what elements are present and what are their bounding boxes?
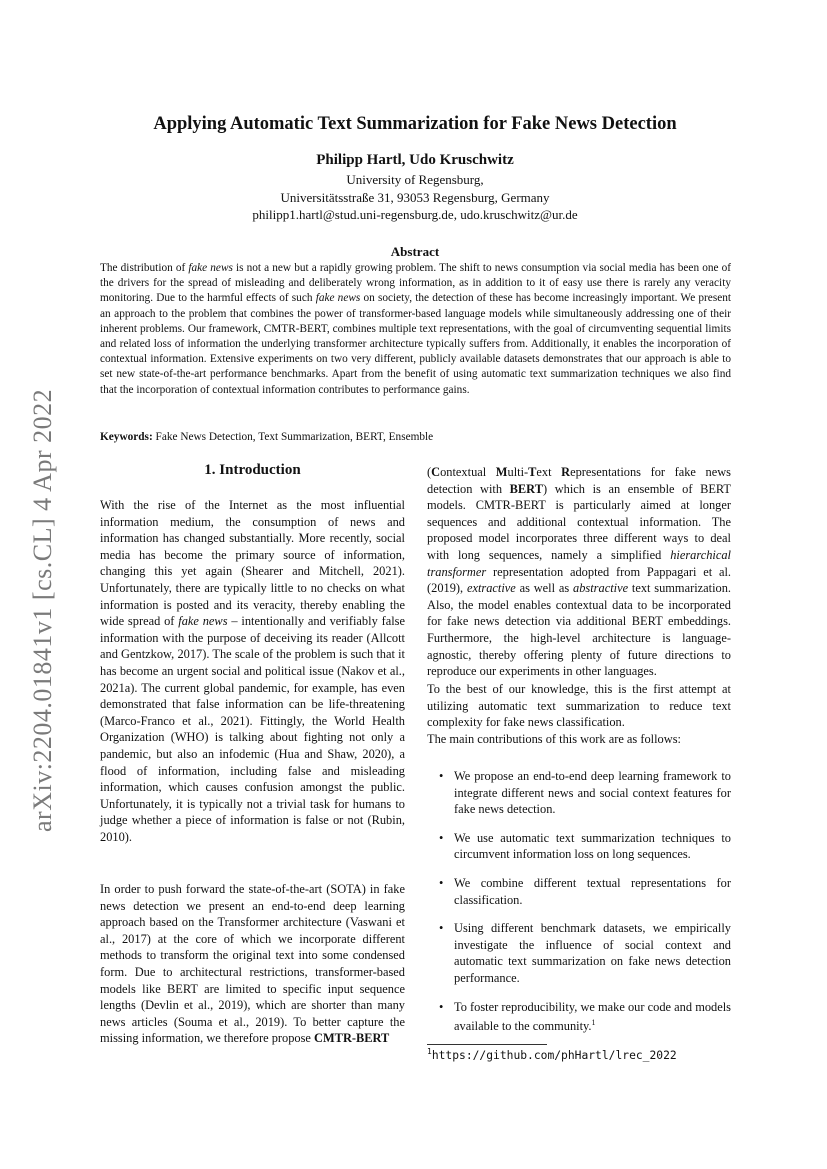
intro-paragraph-3: (Contextual Multi-Text Representations for fake news detection with BERT) which is an ensemble of BERT models. CMTR-BERT is particularly aimed at longer sequences and additional contextual information. The proposed model incorporates three different ways to deal with long sequences, namely a simplified hierarchical transformer representation adopted from Pappagari et al. (2019), extractive as well as abstractive text summarization. Also, the model enables contextual data to be incorporated for fake news detection via additional BERT embeddings. Furthermore, the high-level architecture is language-agnostic, thereby offering plenty of future directions to reproduce our experiments in other languages. (427, 465, 732, 679)
abstract-heading: Abstract (390, 244, 440, 259)
keywords (100, 430, 731, 445)
affiliation-university: University of Regensburg, (346, 172, 484, 187)
affiliation-address: Universitätsstraße 31, 93053 Regensburg, Germany (280, 189, 550, 205)
paper-authors: Philipp Hartl, Udo Kruschwitz (316, 152, 514, 168)
footnote-divider (427, 1044, 547, 1045)
intro-paragraph-1: With the rise of the Internet as the most influential information medium, the consumption of news and information has changed substantially. More recently, social media has become the primary source of information, changing this yet again (Shearer and Mitchell, 2021). Unfortunately, there are typically little to no checks on what information is posted and its veracity, thereby enabling the wide spread of fake news – intentionally and verifiably false information with the purpose of deceiving its reader (Allcott and Gentzkow, 2017). The scale of the problem is such that it has become an urgent social and political issue (Nakov et al., 2021a). The current global pandemic, for example, has even demonstrated that false information can be life-threatening (Marco-Franco et al., 2021). Fittingly, the World Health Organization (WHO) is talking about fighting not only a pandemic, but also an infodemic (Hua and Shaw, 2020), a flood of information, including false and misleading information, which causes confusion amongst the public. Unfortunately, it is typically not a trivial task for humans to judge whether a piece of information is false or not (Rubin, 2010). (100, 498, 405, 844)
footnote (427, 1047, 677, 1062)
bullet-icon: • (439, 999, 444, 1014)
keywords-label: Keywords: (100, 431, 153, 443)
list-item: • We propose an end-to-end deep learning framework to integrate different news and social context features for fake news detection. (439, 769, 731, 817)
arxiv-identifier: arXiv:2204.01841v1 [cs.CL] 4 Apr 2022 (28, 388, 57, 832)
contributions-intro: The main contributions of this work are as follows: (427, 732, 681, 746)
abstract-body: The distribution of fake news is not a new but a rapidly growing problem. The shift to news consumption via social media has been one of the drivers for the spread of misleading and deliberately wrong information, as in addition to it of easy use there is rarely any veracity monitoring. Due to the harmful effects of such fake news on society, the detection of these has become increasingly important. We present an approach to the problem that combines the power of transformer-based language models while simultaneously addressing one of their inherent problems. Our framework, CMTR-BERT, combines multiple text representations, with the goal of circumventing sequential limits and related loss of information the underlying transformer architecture typically suffers from. Additionally, it enables the incorporation of contextual information. Extensive experiments on two very different, publicly available datasets demonstrates that our approach is able to set new state-of-the-art performance benchmarks. Apart from the benefit of using automatic text summarization techniques we also find that the incorporation of contextual information contributes to performance gains. (100, 262, 732, 396)
footnote-marker: 1 (591, 1018, 596, 1028)
list-item: • We use automatic text summarization techniques to circumvent information loss on long sequences. (439, 830, 731, 862)
bullet-icon: • (439, 921, 444, 936)
author-affiliation (100, 171, 730, 224)
section-heading-introduction: 1. Introduction (204, 462, 301, 478)
list-item: • Using different benchmark datasets, we empirically investigate the influence of social context and automatic text summarization on fake news detection performance. (439, 921, 731, 985)
footnote-number: 1 (427, 1047, 432, 1056)
intro-paragraph-2: In order to push forward the state-of-the-art (SOTA) in fake news detection we present an end-to-end deep learning approach based on the Transformer architecture (Vaswani et al., 2017) at the core of which we incorporate different methods to transform the original text into some condensed form. Due to architectural restrictions, transformer-based models like BERT are limited to specific input sequence lengths (Devlin et al., 2019), which are shorter than many news articles (Souma et al., 2019). To better capture the missing information, we therefore propose CMTR-BERT (100, 882, 405, 1046)
bullet-icon: • (439, 769, 444, 783)
affiliation-emails: philipp1.hartl@stud.uni-regensburg.de, udo.kruschwitz@ur.de (252, 207, 578, 222)
contributions-list (427, 768, 731, 1047)
list-item: • To foster reproducibility, we make our code and models available to the community.$^1$ (439, 999, 731, 1034)
paper-title: Applying Automatic Text Summarization for Fake News Detection (153, 114, 677, 134)
bullet-icon: • (439, 830, 444, 845)
intro-paragraph-4: To the best of our knowledge, this is the first attempt at utilizing automatic text summarization to reduce text complexity for fake news classification. (427, 682, 731, 730)
keywords-list: Fake News Detection, Text Summarization, BERT, Ensemble (152, 431, 434, 443)
list-item: • We combine different textual representations for classification. (439, 875, 731, 907)
bullet-icon: • (439, 875, 444, 890)
footnote-url-link[interactable]: https://github.com/phHartl/lrec_2022 (431, 1048, 677, 1062)
